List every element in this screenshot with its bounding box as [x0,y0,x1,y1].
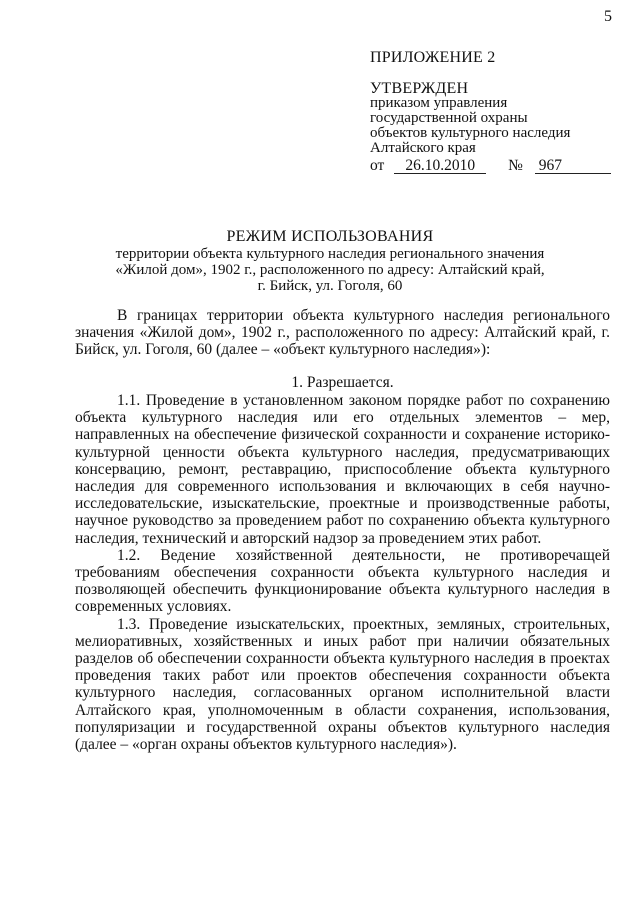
subtitle-line-1: территории объекта культурного наследия регионального значения [115,246,545,262]
document-title-block [60,228,600,294]
approval-line-3: объектов культурного наследия [370,125,571,141]
document-title: РЕЖИМ ИСПОЛЬЗОВАНИЯ [226,228,434,245]
page-number: 5 [604,8,612,25]
section-items [75,392,610,753]
list-item: 1.3. Проведение изыскательских, проектных, земляных, строительных, мелиоративных, хозяйственных и иных работ при наличии обязательных разделов об обеспечении сохранности объекта культурного наследия в проектах проведения таких работ или проектов обеспечения сохранности объекта культурного наследия, согласованных органом исполнительной власти Алтайского края, уполномоченным в области сохранения, использования, популяризации и государственной охраны объектов культурного наследия (далее – «орган охраны объектов культурного наследия»). [75,615,610,754]
list-item: 1.1. Проведение в установленном законом порядке работ по сохранению объекта культурного наследия или его отдельных элементов – мер, направленных на обеспечение физической сохранности и сохранение историко-культурной ценности объекта культурного наследия, предусматривающих консервацию, ремонт, реставрацию, приспособление объекта культурного наследия для современного использования и включающих в себя научно-исследовательские, изыскательские, проектные и производственные работы, научное руководство за проведением работ по сохранению объекта культурного наследия, технический и авторский надзор за проведением этих работ. [75,392,610,547]
approval-line-1: приказом управления [370,95,508,111]
approval-stamp-block [370,50,620,174]
order-date: 26.10.2010 [394,159,486,174]
subtitle-line-3: г. Бийск, ул. Гоголя, 60 [257,278,403,294]
order-number: 967 [535,159,611,174]
list-item: 1.2. Ведение хозяйственной деятельности, не противоречащей требованиям обеспечения сохранности объекта культурного наследия и позволяющей обеспечить функционирование объекта культурного наследия в современных условиях. [75,546,610,616]
intro-paragraph-block [75,307,610,359]
approval-line-4: Алтайского края [370,140,476,156]
from-label: от [370,157,385,174]
intro-paragraph: В границах территории объекта культурного наследия регионального значения «Жилой дом», 1902 г., расположенного по адресу: Алтайский край, г. Бийск, ул. Гоголя, 60 (далее – «объект культурного наследия»): [75,307,610,359]
appendix-label: ПРИЛОЖЕНИЕ 2 [370,49,496,66]
subtitle-line-2: «Жилой дом», 1902 г., расположенного по адресу: Алтайский край, [115,262,545,278]
section-heading: 1. Разрешается. [291,374,394,391]
number-sign: № [508,157,523,174]
approved-label: УТВЕРЖДЕН [370,80,469,97]
approval-line-2: государственной охраны [370,110,528,126]
order-line [370,158,620,174]
